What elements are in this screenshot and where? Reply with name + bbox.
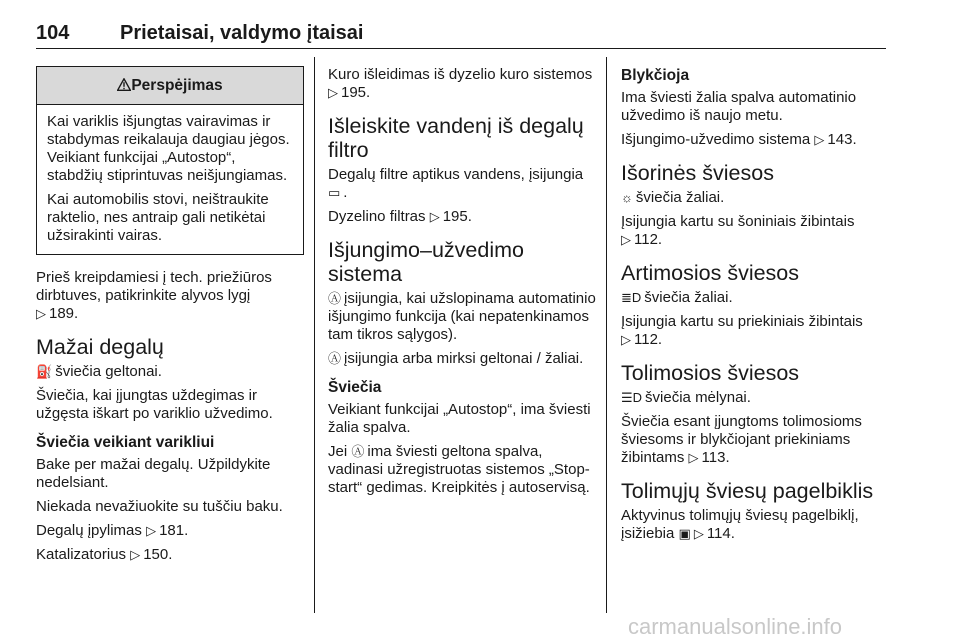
low-light-line: ≣D šviečia žaliai. [621,289,733,306]
page-ref-icon: ▷ [814,132,825,147]
water-paragraph-1: Degalų filtre aptikus vandens, įsijungia ▭ . [328,166,584,201]
heading-high-beam: Tolimosios šviesos [621,361,800,385]
heading-high-beam-assist: Tolimųjų šviesų pagelbiklis [621,479,874,503]
column-divider-2 [606,57,607,613]
fuel-paragraph: Šviečia, kai įjungtas uždegimas ir užgęsta iškart po variklio užvedimo. [36,387,273,422]
ss-paragraph-2: Ⓐ įsijungia arba mirksi geltonai / žaliai. [328,350,584,367]
warning-text-1: Kai variklis išjungtas vairavimas ir stabdymas reikalauja daugiau jėgos. Veikiant funkcijai „Autostop“, stabdžių stiprintuvas neišjungiamas. [47,113,290,184]
warning-text-2: Kai automobilis stovi, neištraukite raktelio, nes antraip gali netikėtai užsirakinti vairas. [47,191,269,244]
service-ref: 189. [49,305,79,322]
low-paragraph: Įsijungia kartu su priekiniais žibintais ▷ 112. [621,313,863,348]
heading-low-fuel: Mažai degalų [36,335,164,359]
running-paragraph-1: Bake per mažai degalų. Užpildykite nedelsiant. [36,456,271,491]
heading-water-in-fuel: Išleiskite vandenį iš degalų filtro [328,114,584,162]
page-ref-icon: ▷ [146,523,157,538]
page-header [36,22,886,50]
water-paragraph-2: Dyzelino filtras ▷ 195. [328,208,472,225]
heading-flashing: Blykčioja [621,67,690,84]
high-paragraph: Šviečia esant įjungtoms tolimosioms šviesoms ir blykčiojant priekiniams žibintams ▷ 113. [621,413,862,466]
low-beam-icon: ≣D [621,290,642,305]
page-ref-icon: ▷ [693,526,704,541]
warning-triangle-icon [117,78,131,91]
page-ref-icon: ▷ [36,306,46,321]
heading-lit: Šviečia [328,379,382,396]
warning-title: Perspėjimas [131,77,223,94]
blink-paragraph-2: Išjungimo-užvedimo sistema ▷ 143. [621,131,857,148]
watermark-text: carmanualsonline.info [628,614,843,639]
fuel-pump-icon: ⛽ [36,364,53,379]
header-divider [36,48,886,49]
high-beam-icon: ☰D [621,390,643,405]
page-ref-icon: ▷ [328,85,338,100]
page-ref-icon: ▷ [621,332,631,347]
running-paragraph-4: Katalizatorius ▷ 150. [36,546,173,563]
exterior-light-icon: ☼ [621,190,633,205]
water-in-fuel-icon: ▭ [328,185,341,200]
autostop-icon: Ⓐ [351,444,365,459]
heading-low-beam: Artimosios šviesos [621,261,800,285]
warning-header [37,67,303,105]
column-2 [328,66,596,503]
ext-paragraph: Įsijungia kartu su šoniniais žibintais ▷ 112. [621,213,855,248]
autostop-icon: Ⓐ [328,351,342,366]
ext-light-line: ☼ šviečia žaliai. [621,189,725,206]
running-paragraph-3: Degalų įpylimas ▷ 181. [36,522,189,539]
column-3 [621,66,889,549]
page-ref-icon: ▷ [688,450,699,465]
service-paragraph: Prieš kreipdamiesi į tech. priežiūros dirbtuves, patikrinkite alyvos lygį ▷ 189. [36,269,272,322]
column-divider-1 [314,57,315,613]
column-1 [36,66,304,570]
blink-paragraph-1: Ima šviesti žalia spalva automatinio užvedimo iš naujo metu. [621,89,857,124]
assist-paragraph: Aktyvinus tolimųjų šviesų pagelbiklį, įsižiebia ▣ ▷ 114. [621,507,859,542]
warning-body [37,105,303,254]
page-number: 104 [36,22,70,44]
high-light-line: ☰D šviečia mėlynai. [621,389,751,406]
lit-paragraph-2: Jei Ⓐ ima šviesti geltona spalva, vadinasi užregistruotas sistemos „Stop-start“ gedimas. Kreipkitės į autoservisą. [328,443,590,496]
fuel-light-line: ⛽ šviečia geltonai. [36,363,162,380]
heading-running: Šviečia veikiant varikliui [36,434,215,451]
warning-box [36,66,304,255]
running-paragraph-2: Niekada nevažiuokite su tuščiu baku. [36,498,283,515]
heading-exterior-lights: Išorinės šviesos [621,161,774,185]
page-ref-icon: ▷ [130,547,141,562]
page-title: Prietaisai, valdymo įtaisai [120,22,364,44]
lit-paragraph-1: Veikiant funkcijai „Autostop“, ima šviesti žalia spalva. [328,401,591,436]
dpf-paragraph: Kuro išleidimas iš dyzelio kuro sistemos ▷ 195. [328,66,593,101]
high-beam-assist-icon: ▣ [678,526,691,541]
heading-stop-start: Išjungimo–užvedimo sistema [328,238,524,286]
page-ref-icon: ▷ [429,209,440,224]
ss-paragraph-1: Ⓐ įsijungia, kai užslopinama automatinio išjungimo funkcija (kai nepatenkinamos tam tikros sąlygos). [328,290,596,343]
page-ref-icon: ▷ [621,232,631,247]
autostop-off-icon: Ⓐ [328,291,342,306]
